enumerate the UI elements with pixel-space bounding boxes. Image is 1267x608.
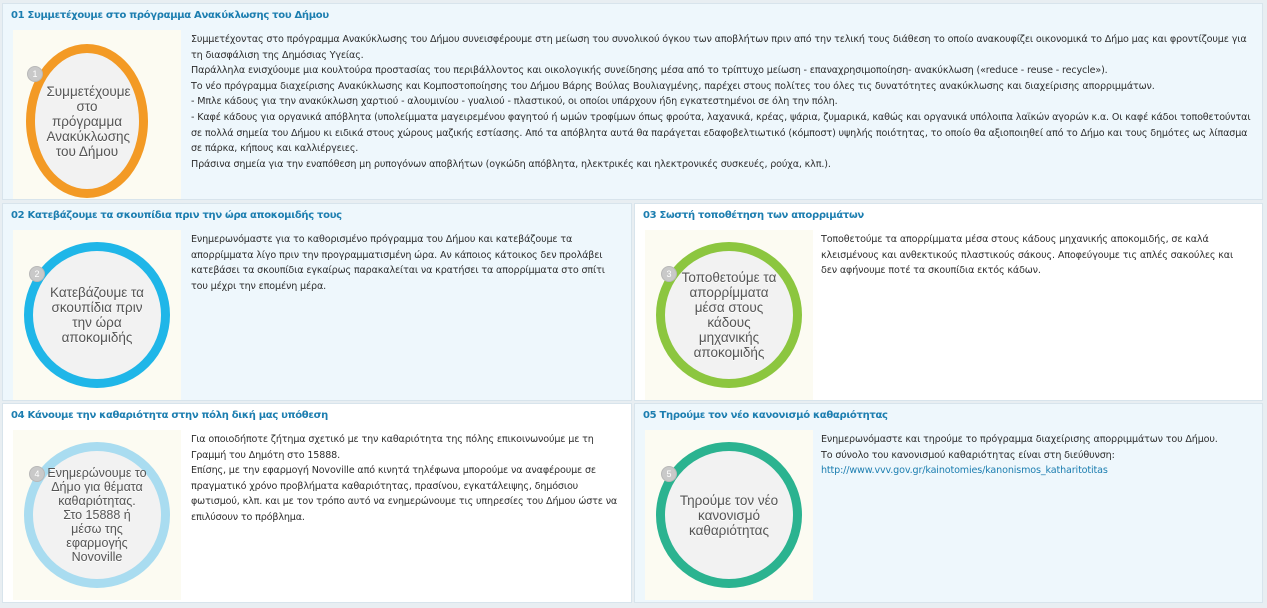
panel-illustration [13, 30, 181, 200]
blue-circle-badge [24, 242, 170, 388]
panel-illustration [645, 230, 813, 400]
panel-title: 02 Κατεβάζουμε τα σκουπίδια πριν την ώρα αποκομιδής τους [11, 210, 342, 221]
step-number-badge: 3 [661, 266, 677, 282]
teal-circle-badge [656, 442, 802, 588]
panel-title: 05 Τηρούμε τον νέο κανονισμό καθαριότητας [643, 410, 888, 421]
orange-circle-badge [26, 44, 148, 198]
lightblue-circle-badge [24, 442, 170, 588]
paragraph: Το σύνολο του κανονισμού καθαριότητας είναι στη διεύθυνση: [821, 449, 1115, 461]
regulation-link[interactable]: http://www.vvv.gov.gr/kainotomies/kanonismos_katharitotitas [821, 465, 1108, 477]
circle-caption: Τηρούμε τον νέο κανονισμό καθαριότητας [679, 492, 779, 538]
paragraph: Τοποθετούμε τα απορρίμματα μέσα στους κάδους μηχανικής αποκομιδής, σε καλά κλεισμένους και ανθεκτικούς πλαστικούς σάκους. Αποφεύγουμε τις απλές σακούλες και δεν αφήνουμε ποτέ τα σκουπίδια εκτός κάδων. [821, 234, 1234, 277]
panel-body [191, 32, 1257, 172]
panel-title: 04 Κάνουμε την καθαριότητα στην πόλη δική μας υπόθεση [11, 410, 328, 421]
panel-recycling-program [2, 3, 1263, 200]
step-number-badge: 4 [29, 466, 45, 482]
panel-title: 01 Συμμετέχουμε στο πρόγραμμα Ανακύκλωσης του Δήμου [11, 10, 329, 21]
paragraph: Το νέο πρόγραμμα διαχείρισης Ανακύκλωσης και Κομποστοποίησης του Δήμου Βάρης Βούλας Βουλιαγμένης, παρέχει στους πολίτες του όλες τις δυνατότητες ανακύκλωσης και διαχείρισης απορριμμάτων. [191, 80, 1155, 92]
paragraph: Επίσης, με την εφαρμογή Novoville από κινητά τηλέφωνα μπορούμε να αναφέρουμε σε πραγματικό χρόνο προβλήματα καθαριότητας, πρασίνου, εγκατάλειψης, δημόσιου φωτισμού, κλπ. και με τον τρόπο αυτό να ενημερώνουμε τις υπηρεσίες του Δήμου ώστε να επιλύσουν το πρόβλημα. [191, 465, 618, 523]
panel-illustration [13, 230, 181, 400]
panel-new-regulation [634, 403, 1263, 603]
panel-body [821, 432, 1255, 479]
panel-illustration [13, 430, 181, 600]
circle-caption: Συμμετέχουμε στο πρόγραμμα Ανακύκλωσης του Δήμου [46, 83, 131, 159]
step-number-badge: 1 [27, 66, 43, 82]
panel-body [191, 232, 616, 294]
circle-caption: Κατεβάζουμε τα σκουπίδια πριν την ώρα αποκομιδής [49, 285, 144, 345]
panel-body [821, 232, 1251, 279]
panel-illustration [645, 430, 813, 600]
panel-garbage-timing [2, 203, 632, 401]
paragraph: Πράσινα σημεία για την εναπόθεση μη ρυπογόνων αποβλήτων (ογκώδη απόβλητα, ηλεκτρικές και ηλεκτρονικές συσκευές, ρούχα, κλπ.). [191, 158, 831, 170]
paragraph: Για οποιοδήποτε ζήτημα σχετικό με την καθαριότητα της πόλης επικοινωνούμε με τη Γραμμή του Δημότη στο 15888. [191, 434, 594, 461]
paragraph: Παράλληλα ενισχύουμε μια κουλτούρα προστασίας του περιβάλλοντος και οικολογικής συνείδησης μέσα από το τρίπτυχο μείωση - επαναχρησιμοποίηση- ανακύκλωση («reduce - reuse - recycle»). [191, 65, 1108, 77]
paragraph: Συμμετέχοντας στο πρόγραμμα Ανακύκλωσης του Δήμου συνεισφέρουμε στη μείωση του συνολικού όγκου των αποβλήτων πριν από την τελική τους διάθεση το οποίο ανακουφίζει οικονομικά το Δήμο μας και φροντίζουμε για τη διασφάλιση της Δημόσιας Υγείας. [191, 34, 1247, 61]
panel-body [191, 432, 623, 526]
step-number-badge: 2 [29, 266, 45, 282]
circle-caption: Τοποθετούμε τα απορρίμματα μέσα στους κάδους μηχανικής αποκομιδής [681, 270, 777, 360]
step-number-badge: 5 [661, 466, 677, 482]
panel-title: 03 Σωστή τοποθέτηση των απορριμάτων [643, 210, 864, 221]
paragraph: Ενημερωνόμαστε και τηρούμε το πρόγραμμα διαχείρισης απορριμμάτων του Δήμου. [821, 434, 1218, 445]
paragraph: - Μπλε κάδους για την ανακύκλωση χαρτιού - αλουμινίου - γυαλιού - πλαστικού, οι οποίοι υπάρχουν ήδη εγκατεστημένοι σε όλη την πόλη. [191, 96, 838, 108]
panel-city-cleanliness [2, 403, 632, 603]
paragraph: - Καφέ κάδους για οργανικά απόβλητα (υπολείμματα μαγειρεμένου φαγητού ή ωμών τροφίμων όπως φρούτα, λαχανικά, κρέας, ψάρια, ζυμαρικά, καθώς και οργανικά υπόλοιπα λαϊκών αγορών κ.α. Οι καφέ κάδοι τοποθετούνται σε πολλά σημεία του Δήμου κι ειδικά στους χώρους μαζικής εστίασης. Από τα απόβλητα αυτά θα παράγεται εδαφοβελτιωτικό (κόμποστ) υψηλής ποιότητας, το οποίο θα αξιοποιηθεί από το Δήμο και τους δημότες ως λίπασμα σε πάρκα, κήπους και καλλιέργειες. [191, 111, 1251, 155]
circle-caption: Ενημερώνουμε το Δήμο για θέματα καθαριότητας. Στο 15888 ή μέσω της εφαρμογής Novoville [47, 466, 147, 564]
paragraph: Ενημερωνόμαστε για το καθορισμένο πρόγραμμα του Δήμου και κατεβάζουμε τα απορρίμματα λίγο πριν την προγραμματισμένη ώρα. Αν κάποιος κάτοικος δεν προλάβει κατεβάσει τα σκουπίδια εγκαίρως παρακαλείται να κρατήσει τα απορρίμματα στο σπίτι του μέχρι την επομένη μέρα. [191, 234, 605, 292]
green-circle-badge [656, 242, 802, 388]
panel-proper-disposal [634, 203, 1263, 401]
